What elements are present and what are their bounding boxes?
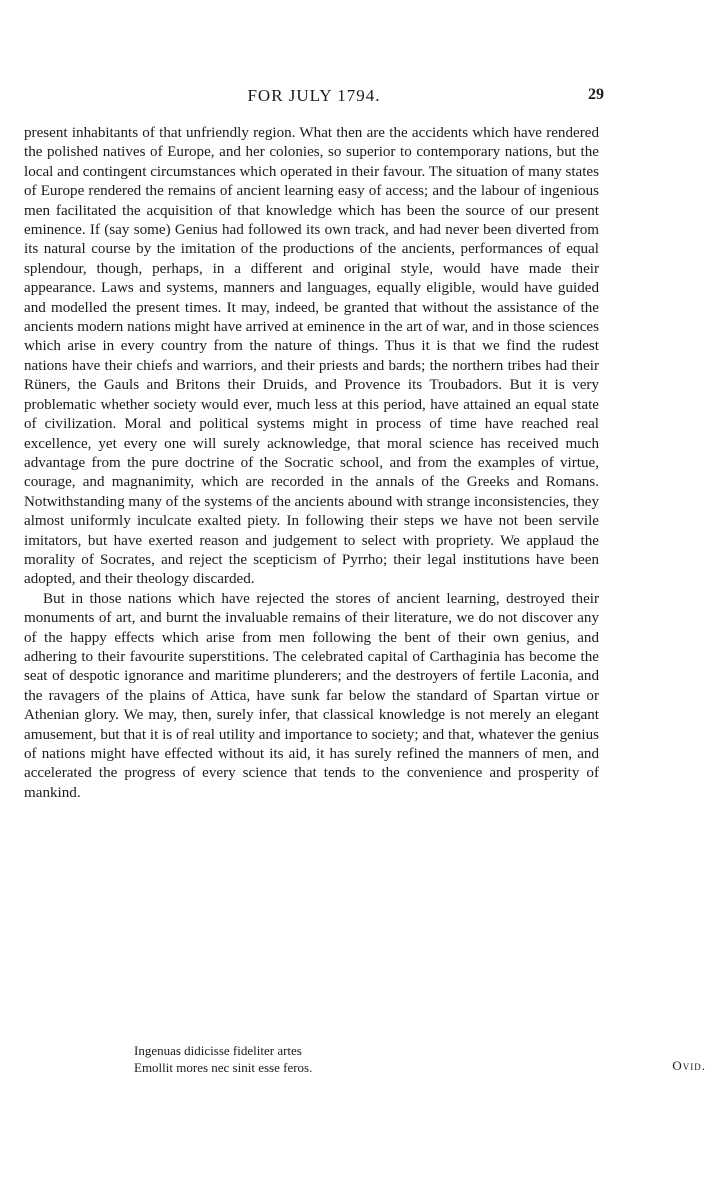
quote-attribution: Ovid.	[672, 1058, 706, 1073]
page-number: 29	[588, 86, 604, 103]
paragraph: But in those nations which have rejected the stores of ancient learning, destroyed their monuments of art, and burnt the invaluable remains of their literature, we do not discover any of the happy effects which arise from men following the bent of their own genius, and adhering to their favourite superstitions. The celebrated capital of Carthaginia has become the seat of despotic ignorance and maritime plunderers; and the destroyers of fertile Laconia, and the ravagers of the plains of Attica, have sunk far below the standard of Spartan virtue or Athenian glory. We may, then, surely infer, that classical knowledge is not merely an elegant amusement, but that it is of real utility and importance to society; and that, whatever the genius of nations might have effected without its aid, it has surely refined the manners of men, and accelerated the progress of every science that tends to the convenience and prosperity of mankind.	[24, 590, 599, 801]
running-title: FOR JULY 1794.	[247, 86, 381, 105]
paragraph-continued: present inhabitants of that unfriendly region. What then are the accidents which have rendered the polished natives of Europe, and her colonies, so superior to contemporary nations, but the local and contingent circumstances which operated in their favour. The situation of many states of Europe rendered the remains of ancient learning easy of access; and the labour of ingenious men facilitated the acquisition of that knowledge which has been the source of our present eminence. If (say some) Genius had followed its own track, and had never been diverted from its natural course by the imitation of the productions of the ancients, performances of equal splendour, though, perhaps, in a different and original style, would have made their appearance. Laws and systems, manners and languages, equally eligible, would have guided and modelled the present times. It may, indeed, be granted that without the assistance of the ancients modern nations might have arrived at eminence in the art of war, and in those sciences which arise in every country from the nature of things. Thus it is that we find the rudest nations have their chiefs and warriors, and their priests and bards; the northern tribes had their Rüners, the Gauls and Britons their Druids, and Provence its Troubadors. But it is very problematic whether society would ever, much less at this period, have attained an equal state of civilization. Moral and political systems might in process of time have reached real excellence, yet every one will surely acknowledge, that moral science has received much advantage from the pure doctrine of the Socratic school, and from the examples of virtue, courage, and magnanimity, which are recorded in the annals of the Greeks and Romans. Notwithstanding many of the systems of the ancients abound with strange inconsistencies, they almost uniformly inculcate exalted piety. In following their steps we have not been servile imitators, but have exerted reason and judgement to select with propriety. We applaud the morality of Socrates, and reject the scepticism of Pyrrho; their legal institutions have been adopted, and their theology discarded.	[24, 125, 599, 588]
quote-line-2: Emollit mores nec sinit esse feros.	[134, 1060, 313, 1075]
quote-line-1: Ingenuas didicisse fideliter artes	[134, 1043, 302, 1058]
page-header	[24, 86, 604, 116]
body-text	[24, 124, 599, 803]
latin-quotation	[134, 1042, 599, 1076]
